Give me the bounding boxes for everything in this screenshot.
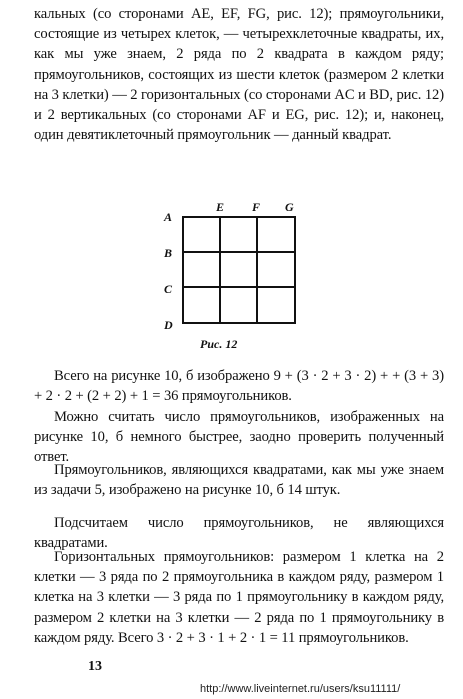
paragraph-faster-method: Можно считать число прямоугольников, изображенных на рисунке 10, б немного быстрее, заодно проверить полученный ответ. xyxy=(34,409,444,466)
grid-line-horizontal xyxy=(184,251,294,253)
paragraph-squares: Прямоугольников, являющихся квадратами, как мы уже знаем из задачи 5, изображено на рисунке 10, б 14 штук. xyxy=(34,462,444,499)
paragraph-total: Всего на рисунке 10, б изображено 9 + (3 · 2 + 3 · 2) + + (3 + 3) + 2 · 2 + (2 + 2) + 1 = 36 прямоугольников. xyxy=(34,368,444,405)
label-d: D xyxy=(164,318,173,332)
watermark-url: http://www.liveinternet.ru/users/ksu11111/ xyxy=(200,683,401,695)
paragraph-horizontal: Горизонтальных прямоугольников: размером 1 клетка на 2 клетки — 3 ряда по 2 прямоугольника в каждом ряду, размером 1 клетка на 3 клетки — 3 ряда по 1 прямоугольнику в каждом ряду, размером 2 клетки на 3 клетки — 2 ряда по 1 прямоугольнику в каждом ряду. Всего 3 · 2 + 3 · 1 + 2 · 1 = 11 прямоугольников. xyxy=(34,549,444,646)
label-b: B xyxy=(164,246,173,260)
label-g: G xyxy=(285,200,294,214)
label-c: C xyxy=(164,282,173,296)
figure-12-grid xyxy=(160,198,310,358)
grid-line-vertical xyxy=(219,218,221,322)
page-number: 13 xyxy=(88,659,102,674)
figure-caption: Рис. 12 xyxy=(200,337,238,351)
label-a: A xyxy=(164,210,173,224)
paragraph-continuation: кальных (со сторонами AE, EF, FG, рис. 12); прямоугольники, состоящие из четырех клеток, — четырехклеточные квадраты, их, как мы уже знаем, 2 ряда по 2 квадрата в каждом ряду; прямоугольников, состоящих из шести клеток (размером 2 клетки на 3 клетки) — 2 горизонтальных (со сторонами AC и BD, рис. 12) и 2 вертикальных (со сторонами AF и EG, рис. 12); и, наконец, один девятиклеточный прямоугольник — данный квадрат. xyxy=(34,6,444,144)
paragraph-non-squares: Подсчитаем число прямоугольников, не являющихся квадратами. xyxy=(34,515,444,552)
label-e: E xyxy=(216,200,225,214)
grid-line-vertical xyxy=(256,218,258,322)
grid-line-horizontal xyxy=(184,286,294,288)
label-f: F xyxy=(252,200,261,214)
three-by-three-grid xyxy=(182,216,296,324)
